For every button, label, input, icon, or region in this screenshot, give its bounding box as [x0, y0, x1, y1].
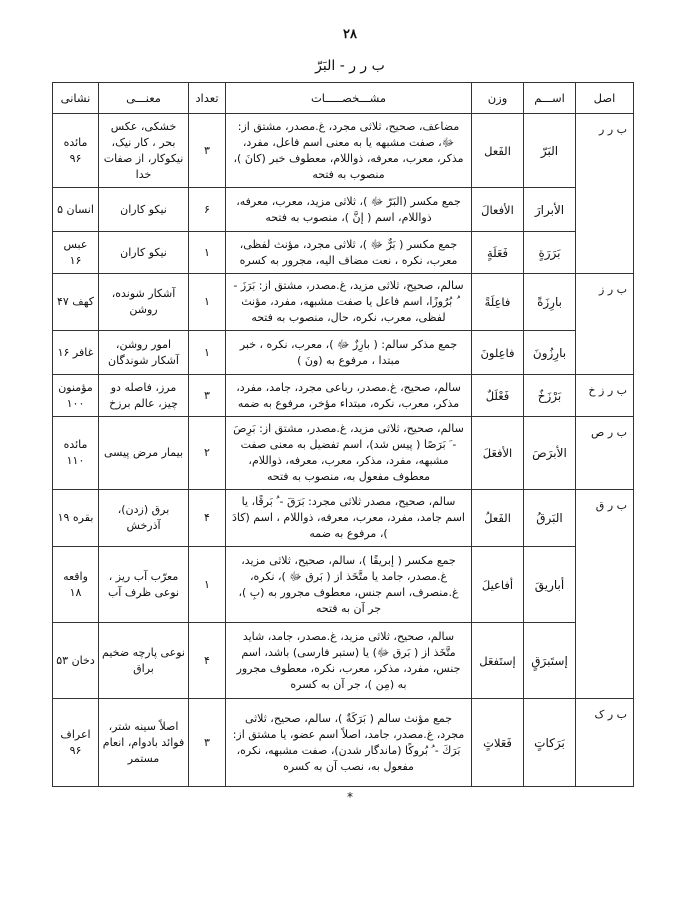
- meaning-cell: بیمار مرض پیسی: [99, 417, 189, 490]
- ism-cell: بَرَكاتٍ: [524, 699, 576, 787]
- meaning-cell: خشکی، عکس بحر ، کار نیک، نیکوکار، از صفات خدا: [99, 114, 189, 188]
- ism-cell: البَرّ: [524, 114, 576, 188]
- count-cell: ۱: [189, 331, 226, 375]
- reference-cell: کهف ۴۷: [53, 274, 99, 331]
- reference-cell: دخان ۵۳: [53, 623, 99, 699]
- count-cell: ۴: [189, 623, 226, 699]
- count-cell: ۳: [189, 699, 226, 787]
- reference-cell: عبس ۱۶: [53, 232, 99, 274]
- reference-cell: بقره ۱۹: [53, 490, 99, 547]
- wazn-cell: فَعْلَلٌ: [472, 375, 524, 417]
- meaning-cell: معرّب آب ریز ، نوعی ظرف آب: [99, 547, 189, 623]
- ism-cell: بارِزُونَ: [524, 331, 576, 375]
- page-title: ب ر ر - البَرّ: [315, 58, 385, 74]
- table-row: [53, 375, 634, 417]
- header-row: [53, 83, 634, 114]
- ism-cell: بَرْزَخٌ: [524, 375, 576, 417]
- description-cell: جمع مؤنث سالم ( بَرَكَةٌ )، سالم، صحیح، ثلاثی مجرد، غ.مصدر، جامد، اصلاً اسم عضو، یا مشتق از: بَرَكَ - ُ بُروكًا (ماندگار شدن)، صفت مشبهه، نکره، مفعول به، نصب آن به کسره: [226, 699, 472, 787]
- table-row: [53, 188, 634, 232]
- wazn-cell: أفاعيلَ: [472, 547, 524, 623]
- description-cell: سالم، صحیح، ثلاثی مزید، غ.مصدر، مشتق از: بَرِصَ - َ بَرَصًا ( پیس شد)، اسم تفضیل به معنی صفت مشبهه، مفرد، مذکر، معرب، معرفه، ذواللام، معطوف مفعول به، منصوب به فتحه: [226, 417, 472, 490]
- reference-cell: غافر ۱۶: [53, 331, 99, 375]
- ism-cell: إستَبرَقٍ: [524, 623, 576, 699]
- meaning-cell: نیکو کاران: [99, 188, 189, 232]
- description-cell: مضاعف، صحیح، ثلاثی مجرد، غ.مصدر، مشتق از: ﷻ، صفت مشبهه یا به معنی اسم فاعل، مفرد، مذکر، معرب، معرفه، ذواللام، معطوف خبر (کانَ )، منصوب به فتحه: [226, 114, 472, 188]
- reference-cell: مائده ۹۶: [53, 114, 99, 188]
- root-cell: ب ر ز: [576, 274, 634, 375]
- wazn-cell: فاعِلَةً: [472, 274, 524, 331]
- wazn-cell: الفَعل: [472, 114, 524, 188]
- count-cell: ۴: [189, 490, 226, 547]
- table-row: [53, 331, 634, 375]
- root-cell: ب ر ک: [576, 699, 634, 787]
- table-row: [53, 417, 634, 490]
- description-cell: جمع مکسر ( بَرٌّ ﷻ )، ثلاثی مجرد، مؤنث لفظی، معرب، نکره ، نعت مضاف الیه، مجرور به کسره: [226, 232, 472, 274]
- count-cell: ۳: [189, 375, 226, 417]
- ism-cell: أباريقَ: [524, 547, 576, 623]
- description-cell: سالم، صحیح، ثلاثی مزید، غ.مصدر، مشتق از: بَرَزَ - ُ بُرُوزًا، اسم فاعل یا صفت مشبهه، مفرد، مؤنث لفظی، معرب، نکره، حال، منصوب به فتحه: [226, 274, 472, 331]
- reference-cell: واقعه ۱۸: [53, 547, 99, 623]
- footer-mark: *: [347, 790, 353, 804]
- word-analysis-table: [52, 82, 634, 787]
- description-cell: جمع مذکر سالم: ( بارِزٌ ﷻ )، معرب، نکره ، خبر مبتدا ، مرفوع به (ونَ ): [226, 331, 472, 375]
- wazn-cell: فَعَلاتٍ: [472, 699, 524, 787]
- reference-cell: مائده ۱۱۰: [53, 417, 99, 490]
- page-number: ۲۸: [343, 27, 357, 42]
- header-moshakhasat: مشـــخصـــــات: [226, 83, 472, 114]
- table-row: [53, 232, 634, 274]
- table-row: [53, 623, 634, 699]
- meaning-cell: مرز، فاصله دو چیز، عالم برزخ: [99, 375, 189, 417]
- meaning-cell: امور روشن، آشکار شوندگان: [99, 331, 189, 375]
- reference-cell: اعراف ۹۶: [53, 699, 99, 787]
- root-cell: ب ر ز خ: [576, 375, 634, 417]
- count-cell: ۱: [189, 274, 226, 331]
- ism-cell: البَرقُ: [524, 490, 576, 547]
- ism-cell: الأبرارَ: [524, 188, 576, 232]
- header-neshani: نشانی: [53, 83, 99, 114]
- count-cell: ۱: [189, 547, 226, 623]
- header-asl: اصل: [576, 83, 634, 114]
- reference-cell: انسان ۵: [53, 188, 99, 232]
- table-row: [53, 114, 634, 188]
- description-cell: سالم، صحیح، مصدر ثلاثی مجرد: بَرَقَ - ُ بَرقًا، یا اسم جامد، مفرد، معرب، معرفه، ذواللام ، اسم (کادَ )، مرفوع به ضمه: [226, 490, 472, 547]
- ism-cell: بارِزَةً: [524, 274, 576, 331]
- header-mani: معنـــی: [99, 83, 189, 114]
- wazn-cell: الفَعلُ: [472, 490, 524, 547]
- meaning-cell: نوعی پارچه ضخیم براق: [99, 623, 189, 699]
- wazn-cell: فاعِلونَ: [472, 331, 524, 375]
- count-cell: ۱: [189, 232, 226, 274]
- header-wazn: وزن: [472, 83, 524, 114]
- root-cell: ب ر ر: [576, 114, 634, 274]
- ism-cell: بَرَرَةٍ: [524, 232, 576, 274]
- description-cell: سالم، صحیح، ثلاثی مزید، غ.مصدر، جامد، شاید متَّخَذ از ( بَرق ﷻ) یا (ستبر فارسی) باشد، اسم جنس، مفرد، مذکر، معرب، نکره، معطوف مجرور به (مِن )، جر آن به کسره: [226, 623, 472, 699]
- table-row: [53, 699, 634, 787]
- meaning-cell: اصلاً سینه شتر، فوائد بادوام، انعام مستمر: [99, 699, 189, 787]
- meaning-cell: آشکار شونده، روشن: [99, 274, 189, 331]
- count-cell: ۳: [189, 114, 226, 188]
- wazn-cell: إستَفعَل: [472, 623, 524, 699]
- ism-cell: الأبرَصَ: [524, 417, 576, 490]
- wazn-cell: الأفعالَ: [472, 188, 524, 232]
- description-cell: جمع مکسر (البَرّ ﷻ )، ثلاثی مزید، معرب، معرفه، ذواللام، اسم ( إنَّ )، منصوب به فتحه: [226, 188, 472, 232]
- reference-cell: مؤمنون ۱۰۰: [53, 375, 99, 417]
- meaning-cell: برق (زدن)، آذرخش: [99, 490, 189, 547]
- meaning-cell: نیکو کاران: [99, 232, 189, 274]
- table-row: [53, 547, 634, 623]
- description-cell: سالم، صحیح، غ.مصدر، رباعی مجرد، جامد، مفرد، مذکر، معرب، نکره، مبتداء مؤخر، مرفوع به ضمه: [226, 375, 472, 417]
- count-cell: ۲: [189, 417, 226, 490]
- table-row: [53, 490, 634, 547]
- description-cell: جمع مکسر ( إبريقًا )، سالم، صحیح، ثلاثی مزید، غ.مصدر، جامد یا متَّخَذ از ( بَرق ﷻ )، نکره، غ.منصرف، اسم جنس، معطوف مجرور به (بِ )، جر آن به فتحه: [226, 547, 472, 623]
- count-cell: ۶: [189, 188, 226, 232]
- header-tedad: تعداد: [189, 83, 226, 114]
- root-cell: ب ر ق: [576, 490, 634, 699]
- root-cell: ب ر ص: [576, 417, 634, 490]
- table-row: [53, 274, 634, 331]
- wazn-cell: الأفعَلَ: [472, 417, 524, 490]
- wazn-cell: فَعَلَةٍ: [472, 232, 524, 274]
- header-ism: اســـم: [524, 83, 576, 114]
